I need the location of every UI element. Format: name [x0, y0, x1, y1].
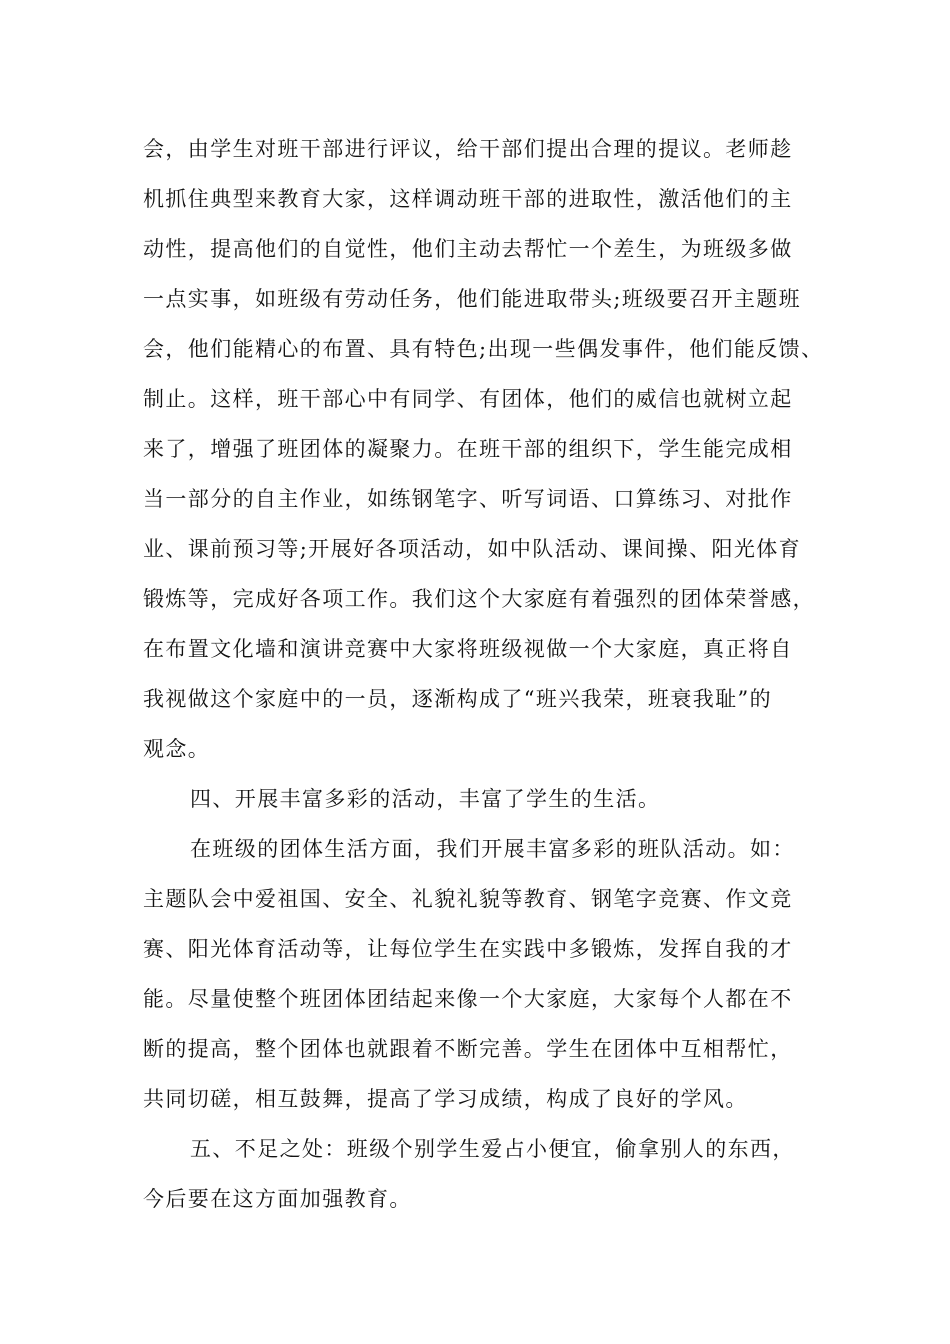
text-line: 观念。 [143, 737, 211, 761]
text-line: 会，他们能精心的布置、具有特色;出现一些偶发事件，他们能反馈、 [143, 337, 824, 361]
text-line: 我视做这个家庭中的一员，逐渐构成了“班兴我荣，班衰我耻”的 [143, 687, 773, 711]
text-line: 锻炼等，完成好各项工作。我们这个大家庭有着强烈的团体荣誉感， [143, 587, 815, 611]
text-line: 当一部分的自主作业，如练钢笔字、听写词语、口算练习、对批作 [143, 487, 793, 511]
text-line: 赛、阳光体育活动等，让每位学生在实践中多锻炼，发挥自我的才 [143, 937, 793, 961]
text-line: 会，由学生对班干部进行评议，给干部们提出合理的提议。老师趁 [143, 137, 793, 161]
text-line: 一点实事，如班级有劳动任务，他们能进取带头;班级要召开主题班 [143, 287, 802, 311]
text-line: 动性，提高他们的自觉性，他们主动去帮忙一个差生，为班级多做 [143, 237, 793, 261]
paragraph-first-line: 在班级的团体生活方面，我们开展丰富多彩的班队活动。如： [190, 837, 795, 861]
text-line: 来了，增强了班团体的凝聚力。在班干部的组织下，学生能完成相 [143, 437, 793, 461]
text-line: 主题队会中爱祖国、安全、礼貌礼貌等教育、钢笔字竞赛、作文竞 [143, 887, 793, 911]
text-line: 断的提高，整个团体也就跟着不断完善。学生在团体中互相帮忙， [143, 1037, 793, 1061]
section-heading: 五、不足之处：班级个别学生爱占小便宜，偷拿别人的东西， [190, 1137, 795, 1161]
text-line: 在布置文化墙和演讲竞赛中大家将班级视做一个大家庭，真正将自 [143, 637, 793, 661]
text-line: 制止。这样，班干部心中有同学、有团体，他们的威信也就树立起 [143, 387, 793, 411]
text-line: 机抓住典型来教育大家，这样调动班干部的进取性，激活他们的主 [143, 187, 793, 211]
text-line: 能。尽量使整个班团体团结起来像一个大家庭，大家每个人都在不 [143, 987, 793, 1011]
text-line: 共同切磋，相互鼓舞，提高了学习成绩，构成了良好的学风。 [143, 1087, 748, 1111]
section-heading: 四、开展丰富多彩的活动，丰富了学生的生活。 [190, 787, 661, 811]
text-line: 业、课前预习等;开展好各项活动，如中队活动、课间操、阳光体育 [143, 537, 802, 561]
text-line: 今后要在这方面加强教育。 [143, 1187, 412, 1211]
